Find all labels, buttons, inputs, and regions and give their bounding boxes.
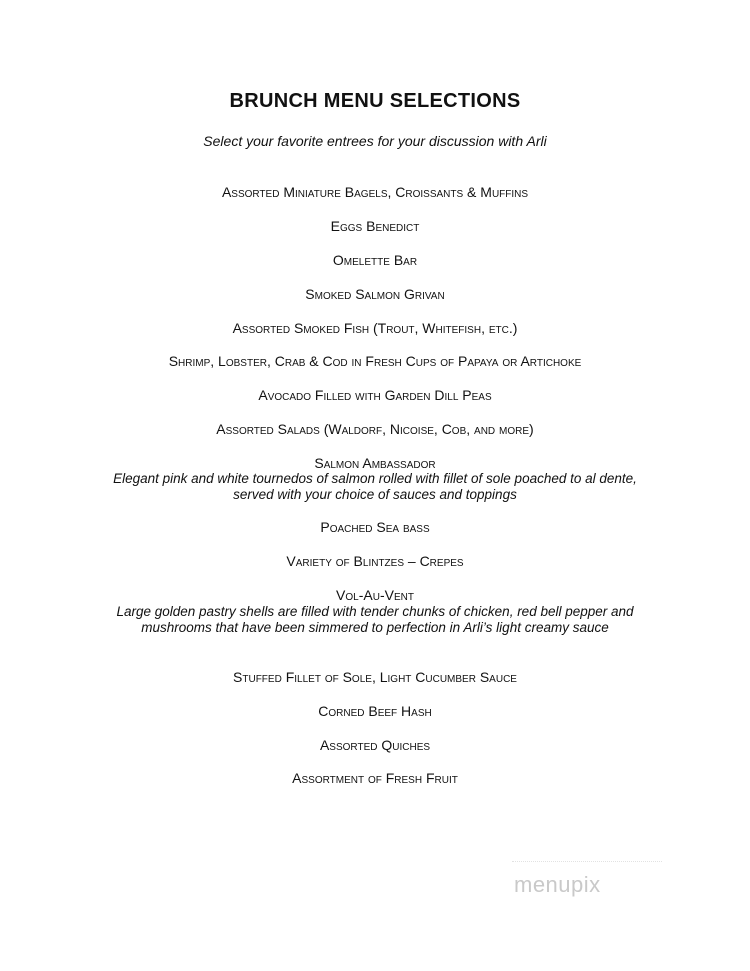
menu-item: Assorted Smoked Fish (Trout, Whitefish, etc.) [232, 320, 518, 336]
menu-item: Shrimp, Lobster, Crab & Cod in Fresh Cups of Papaya or Artichoke [168, 353, 582, 369]
menu-item: Eggs Benedict [330, 218, 420, 234]
page-title: BRUNCH MENU SELECTIONS [229, 90, 521, 112]
watermark-divider [512, 861, 662, 862]
menu-item: Smoked Salmon Grivan [305, 286, 445, 302]
menu-item: Assorted Salads (Waldorf, Nicoise, Cob, and more) [216, 421, 534, 437]
page-subtitle: Select your favorite entrees for your discussion with Arli [203, 133, 547, 149]
menu-item: Assorted Miniature Bagels, Croissants & Muffins [221, 184, 529, 200]
menu-item: Omelette Bar [332, 252, 418, 268]
menu-item: Corned Beef Hash [318, 703, 432, 719]
menu-item: Avocado Filled with Garden Dill Peas [258, 387, 492, 403]
menu-item: Stuffed Fillet of Sole, Light Cucumber Sauce [233, 669, 517, 685]
menu-item: Salmon Ambassador [314, 455, 436, 471]
watermark-logo: menupix [514, 872, 601, 897]
menu-item-description: served with your choice of sauces and toppings [233, 487, 517, 502]
menu-item-description: Elegant pink and white tournedos of salmon rolled with fillet of sole poached to al dente, [113, 471, 637, 486]
menu-item: Assortment of Fresh Fruit [292, 770, 458, 786]
menu-item: Vol-Au-Vent [336, 587, 414, 603]
menu-item: Poached Sea bass [320, 519, 430, 535]
menu-item: Variety of Blintzes – Crepes [286, 553, 464, 569]
menu-item-description: Large golden pastry shells are filled with tender chunks of chicken, red bell pepper and [116, 604, 634, 619]
menu-item: Assorted Quiches [319, 737, 431, 753]
menu-item-description: mushrooms that have been simmered to perfection in Arli’s light creamy sauce [141, 620, 609, 635]
